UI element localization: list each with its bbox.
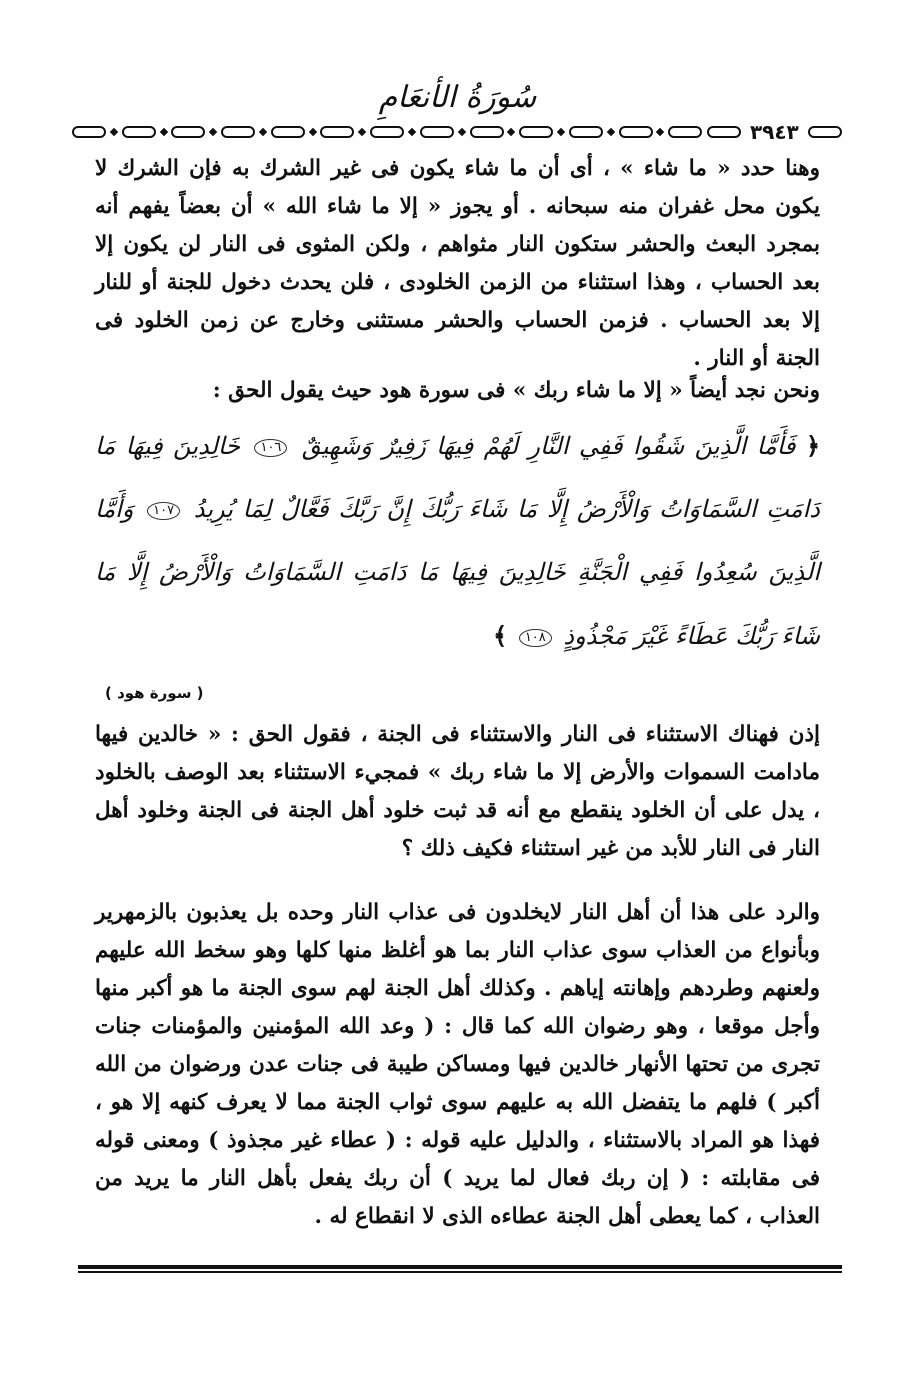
paragraph-2: ونحن نجد أيضاً « إلا ما شاء ربك » فى سورة هود حيث يقول الحق : xyxy=(212,378,820,403)
chain-diamond xyxy=(358,128,366,136)
chain-link xyxy=(122,126,156,138)
chain-link xyxy=(370,126,404,138)
quran-verse-block xyxy=(95,414,820,668)
chain-diamond xyxy=(457,128,465,136)
ayah-number-marker: ١٠٧ xyxy=(147,502,180,520)
chain-diamond xyxy=(408,128,416,136)
chain-link xyxy=(171,126,205,138)
chain-link xyxy=(619,126,653,138)
ayah-number-marker: ١٠٨ xyxy=(519,629,552,647)
chain-link xyxy=(320,126,354,138)
bottom-rule-thin xyxy=(78,1271,842,1273)
verse-text-2: خَالِدِينَ فِيهَا مَا دَامَتِ السَّمَاوَاتُ وَالْأَرْضُ إِلَّا مَا شَاءَ رَبُّكَ إِنَّ رَبَّكَ فَعَّالٌ لِمَا يُرِيدُ xyxy=(95,432,820,523)
chain-link xyxy=(808,126,842,138)
chain-link xyxy=(271,126,305,138)
chain-diamond xyxy=(557,128,565,136)
chain-link xyxy=(72,126,106,138)
chain-link xyxy=(668,126,702,138)
chain-link xyxy=(569,126,603,138)
page-number: ٣٩٤٣ xyxy=(749,120,799,144)
chain-link xyxy=(221,126,255,138)
bottom-rule xyxy=(78,1265,842,1269)
ornate-bracket-close: ﴾ xyxy=(493,621,508,650)
chain-link xyxy=(707,126,741,138)
chain-diamond xyxy=(110,128,118,136)
chain-diamond xyxy=(308,128,316,136)
paragraph-1: وهنا حدد « ما شاء » ، أى أن ما شاء يكون فى غير الشرك به فإن الشرك لا يكون محل غفران منه سبحانه . أو يجوز « إلا ما شاء الله » أن بعضاً يفهم أنه بمجرد البعث والحشر ستكون النار مثواهم ، ولكن المثوى فى النار لن يكون إلا بعد الحساب ، وهذا استثناء من الزمن الخلودى ، فلن يحدث دخول للجنة أو للنار إلا بعد الحساب . فزمن الحساب والحشر مستثنى وخارج عن زمن الخلود فى الجنة أو النار . xyxy=(95,156,820,371)
ayah-number-marker: ١٠٦ xyxy=(254,439,287,457)
paragraph-3: إذن فهناك الاستثناء فى النار والاستثناء فى الجنة ، فقول الحق : « خالدين فيها مادامت السموات والأرض إلا ما شاء ربك » فمجيء الاستثناء بعد الوصف بالخلود ، يدل على أن الخلود ينقطع مع أنه قد ثبت خلود أهل الجنة فى الجنة وخلود أهل النار فى النار للأبد من غير استثناء فكيف ذلك ؟ xyxy=(95,722,820,861)
paragraph-4: والرد على هذا أن أهل النار لايخلدون فى عذاب النار وحده بل يعذبون بالزمهرير وبأنواع من العذاب سوى عذاب النار بما هو أغلظ منها كلها وهو سخط الله عليهم ولعنهم وطردهم وإهانته إياهم . وكذلك أهل الجنة لهم سوى الجنة ما هو أكبر منها وأجل موقعا ، وهو رضوان الله كما قال : ( وعد الله المؤمنين والمؤمنات جنات تجرى من تحتها الأنهار خالدين فيها ومساكن طيبة فى جنات عدن ورضوان من الله أكبر ) فلهم ما يتفضل الله به عليهم سوى ثواب الجنة مما لا يعرف كنهه إلا هو ، فهذا هو المراد بالاستثناء ، والدليل عليه قوله : ( عطاء غير مجذوذ ) ومعنى قوله فى مقابلته : ( إن ربك فعال لما يريد ) أن ربك يفعل بأهل النار ما يريد من العذاب ، كما يعطى أهل الجنة عطاءه الذى لا انقطاع له . xyxy=(95,900,820,1229)
chain-diamond xyxy=(656,128,664,136)
chain-link xyxy=(519,126,553,138)
verse-source-citation: ( سورة هود ) xyxy=(105,684,204,702)
chain-diamond xyxy=(259,128,267,136)
surah-title: سُورَةُ الأنعَامِ xyxy=(378,80,537,115)
chain-diamond xyxy=(507,128,515,136)
verse-text-1: فَأَمَّا الَّذِينَ شَقُوا فَفِي النَّارِ لَهُمْ فِيهَا زَفِيرٌ وَشَهِيقٌ xyxy=(301,432,796,460)
ornate-bracket-open: ﴿ xyxy=(805,431,820,460)
chain-diamond xyxy=(159,128,167,136)
header-chain-border xyxy=(72,120,842,144)
chain-diamond xyxy=(606,128,614,136)
chain-link xyxy=(470,126,504,138)
chain-link xyxy=(420,126,454,138)
chain-diamond xyxy=(209,128,217,136)
verse-text-3: وَأَمَّا الَّذِينَ سُعِدُوا فَفِي الْجَنَّةِ خَالِدِينَ فِيهَا مَا دَامَتِ السَّمَاوَاتُ وَالْأَرْضُ إِلَّا مَا شَاءَ رَبُّكَ عَطَاءً غَيْرَ مَجْذُوذٍ xyxy=(95,495,820,650)
